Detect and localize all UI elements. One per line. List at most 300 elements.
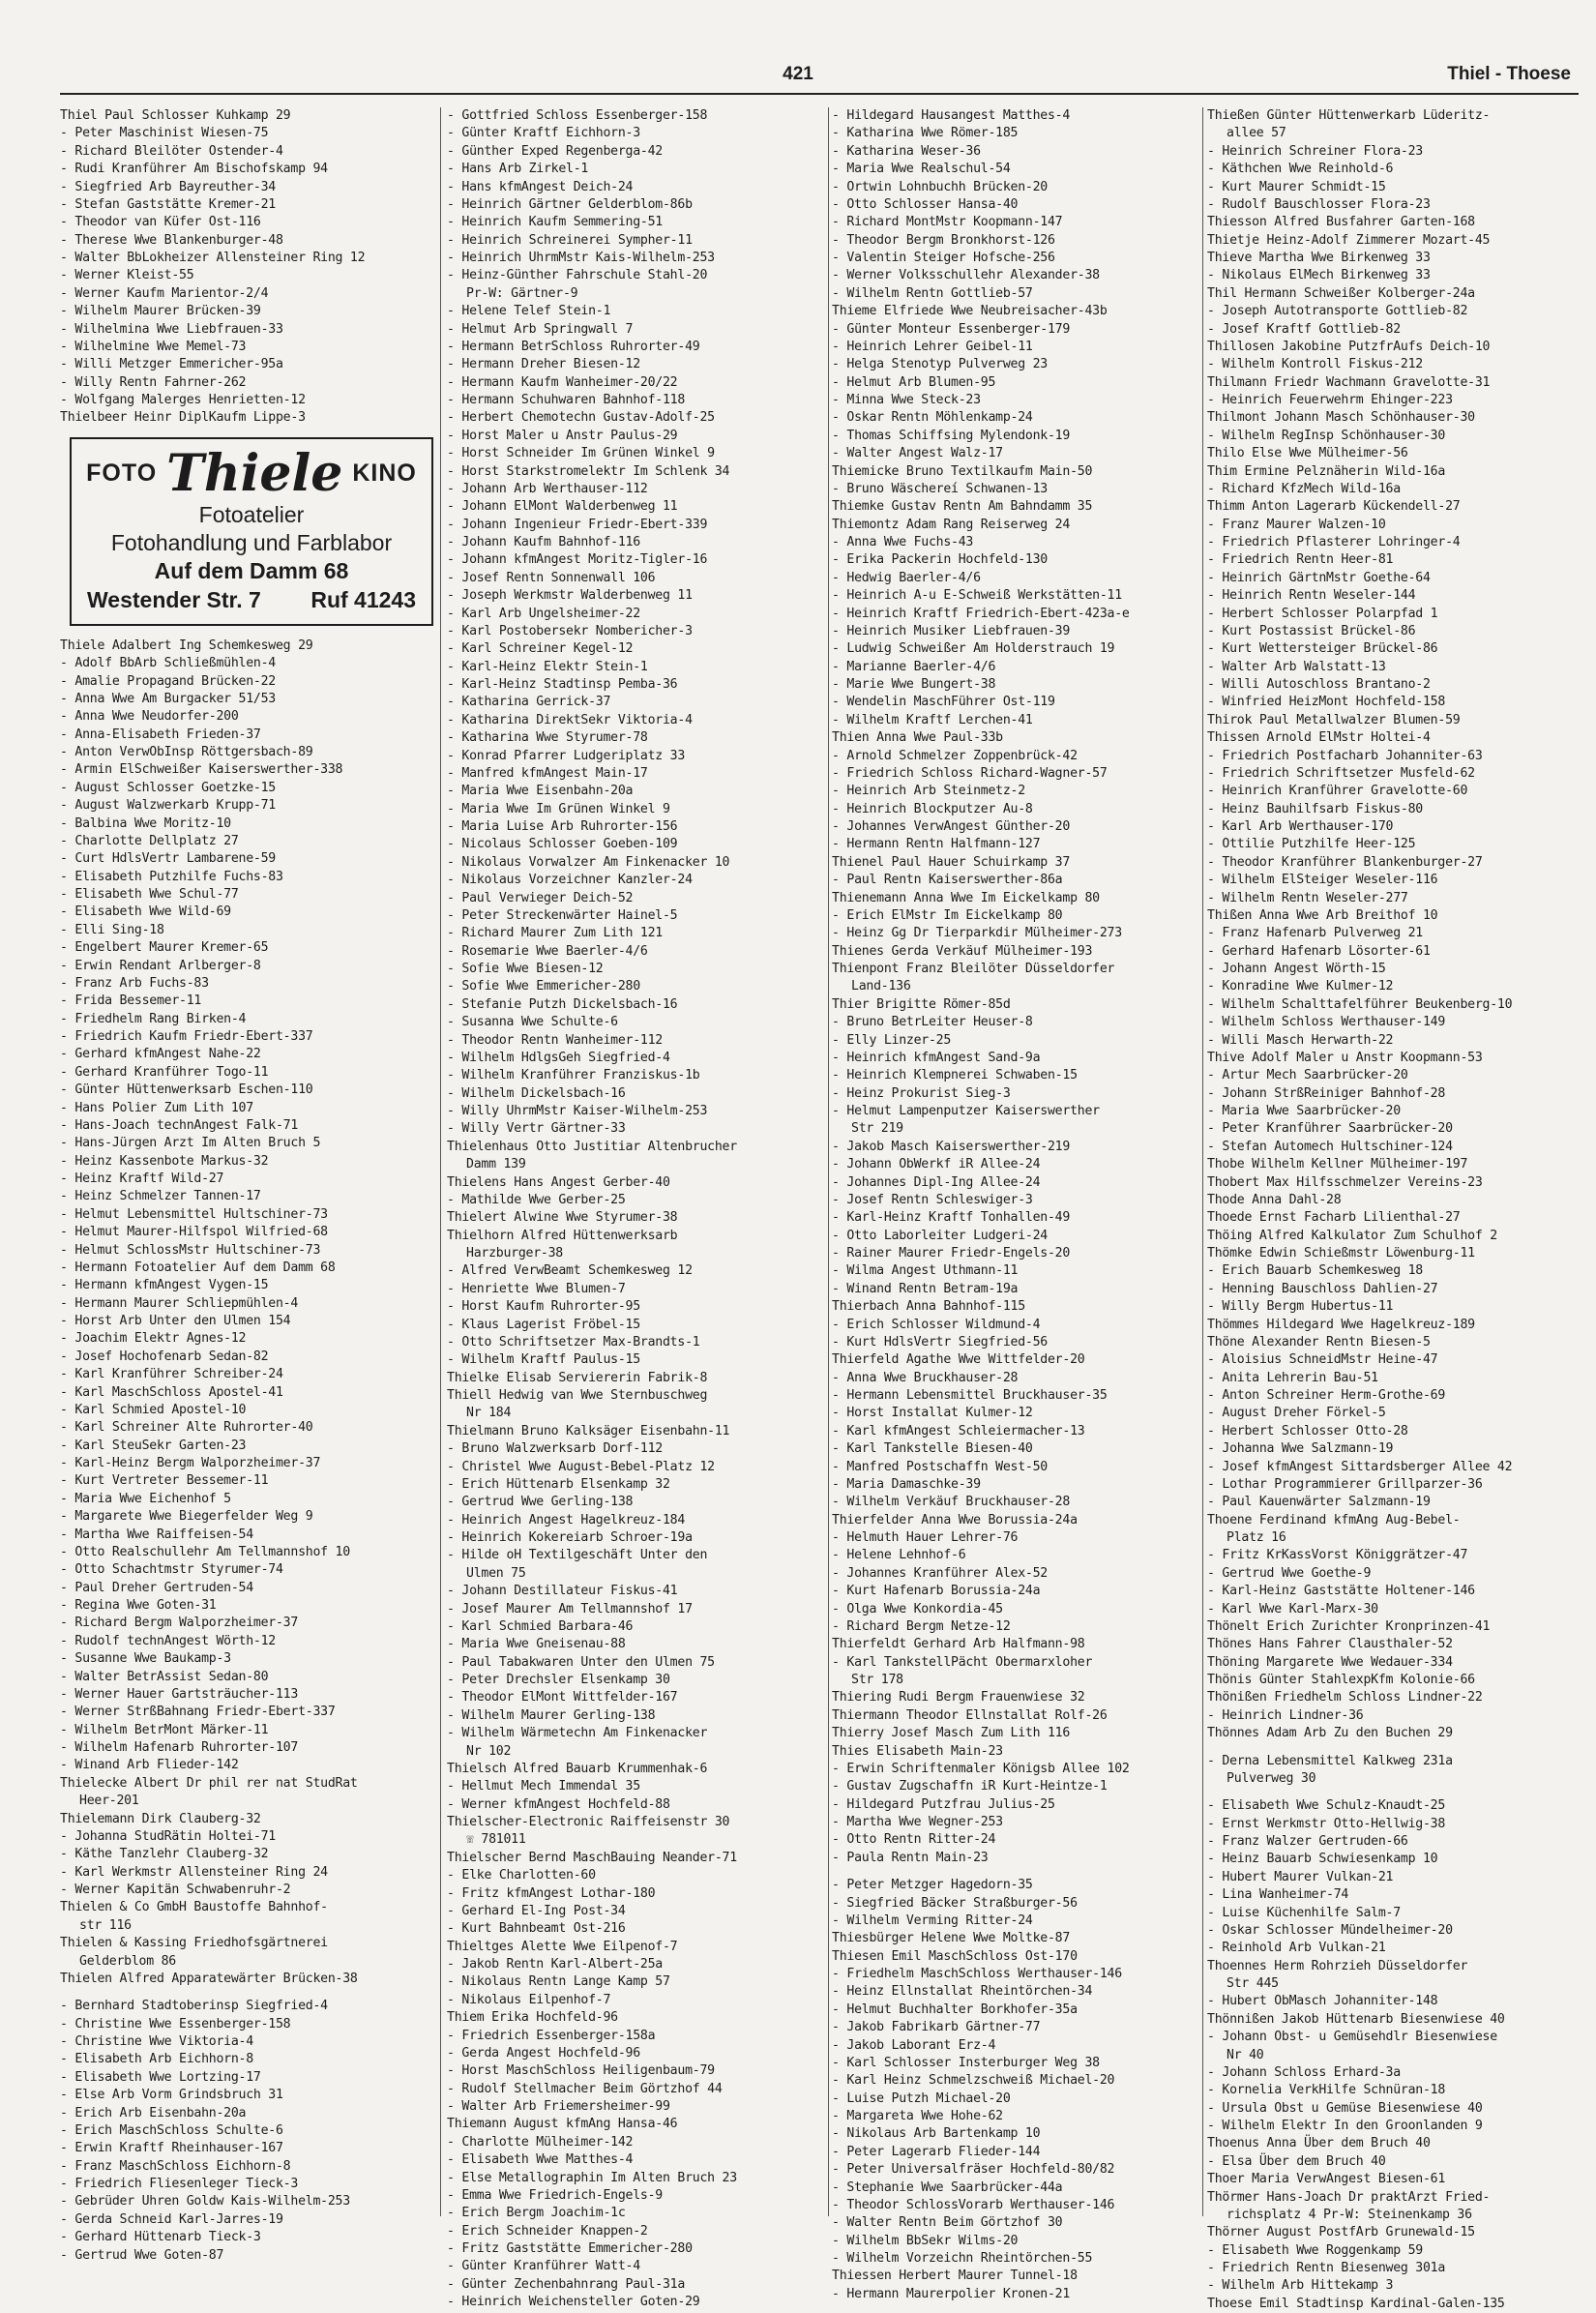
- directory-entry: - Käthchen Wwe Reinhold-6: [1207, 162, 1394, 177]
- directory-entry: Thierfeldt Gerhard Arb Halfmann-98: [832, 1637, 1085, 1652]
- directory-entry: Str 445: [1227, 1976, 1279, 1991]
- directory-entry: Thörner August PostfArb Grunewald-15: [1207, 2225, 1475, 2240]
- directory-entry: - August Schlosser Goetzke-15: [60, 780, 276, 795]
- directory-entry: - Maria Wwe Gneisenau-88: [447, 1637, 626, 1652]
- directory-entry: Thierry Josef Masch Zum Lith 116: [832, 1726, 1071, 1741]
- directory-entry: - Gustav Zugschaffn iR Kurt-Heintze-1: [832, 1779, 1108, 1794]
- directory-entry: - Konrad Pfarrer Ludgeriplatz 33: [447, 748, 686, 763]
- directory-entry: - Stephanie Wwe Saarbrücker-44a: [832, 2180, 1063, 2195]
- spacer: [832, 1867, 1209, 1877]
- directory-entry: - Wilhelm Verming Ritter-24: [832, 1913, 1033, 1928]
- spacer: [60, 1988, 437, 1998]
- directory-entry: - Hilde oH Textilgeschäft Unter den: [447, 1548, 708, 1563]
- directory-entry: - Wilhelm HdlgsGeh Siegfried-4: [447, 1050, 670, 1065]
- directory-entry: - Erich Schlosser Wildmund-4: [832, 1317, 1041, 1332]
- directory-entry: - Anna-Elisabeth Frieden-37: [60, 727, 261, 742]
- directory-entry: - Horst Schneider Im Grünen Winkel 9: [447, 446, 715, 461]
- directory-entry: - Günter Monteur Essenberger-179: [832, 321, 1071, 337]
- directory-entry: allee 57: [1227, 126, 1286, 141]
- directory-entry: - Heinz Bauhilfsarb Fiskus-80: [1207, 801, 1423, 816]
- directory-entry: - Otto Rentn Ritter-24: [832, 1832, 996, 1848]
- directory-entry: Gelderblom 86: [79, 1953, 176, 1969]
- directory-entry: Thil Hermann Schweißer Kolberger-24a: [1207, 285, 1475, 301]
- directory-entry: - Friedrich Pflasterer Lohringer-4: [1207, 535, 1461, 549]
- directory-entry: Thißen Anna Wwe Arb Breithof 10: [1207, 907, 1438, 923]
- directory-entry: - Maria Wwe Im Grünen Winkel 9: [447, 801, 670, 816]
- directory-entry: - Johann ElMont Walderbenweg 11: [447, 499, 678, 515]
- directory-entry: - Winand Arb Flieder-142: [60, 1758, 239, 1773]
- directory-entry: - Wilhelmine Wwe Memel-73: [60, 339, 247, 354]
- directory-entry: - Willi Metzger Emmericher-95a: [60, 357, 283, 372]
- directory-entry: - Joachim Elektr Agnes-12: [60, 1331, 247, 1347]
- directory-entry: - Susanne Wwe Baukamp-3: [60, 1651, 231, 1667]
- directory-entry: - Paula Rentn Main-23: [832, 1850, 989, 1865]
- directory-entry: - Werner kfmAngest Hochfeld-88: [447, 1796, 670, 1812]
- directory-entry: Str 219: [851, 1121, 903, 1137]
- directory-entry: Thielsch Alfred Bauarb Krummenhak-6: [447, 1761, 708, 1776]
- directory-entry: - Wendelin MaschFührer Ost-119: [832, 695, 1055, 710]
- directory-entry: - Wilhelm Vorzeichn Rheintörchen-55: [832, 2251, 1093, 2266]
- directory-entry: - Anton Schreiner Herm-Grothe-69: [1207, 1388, 1446, 1403]
- directory-entry: - Hedwig Baerler-4/6: [832, 570, 981, 585]
- directory-entry: - Wilhelm RegInsp Schönhauser-30: [1207, 428, 1446, 443]
- directory-entry: - Nikolaus Arb Bartenkamp 10: [832, 2126, 1041, 2142]
- directory-entry: - Karl Kranführer Schreiber-24: [60, 1367, 283, 1382]
- directory-entry: Thöne Alexander Rentn Biesen-5: [1207, 1334, 1431, 1349]
- directory-entry: - Hermann Maurerpolier Kronen-21: [832, 2286, 1071, 2301]
- directory-entry: - Heinz Kassenbote Markus-32: [60, 1153, 269, 1169]
- directory-entry: - Erwin Kraftf Rheinhauser-167: [60, 2141, 283, 2156]
- directory-entry: - Hermann Maurer Schliepmühlen-4: [60, 1295, 299, 1311]
- directory-entry: - Erwin Rendant Arlberger-8: [60, 958, 261, 973]
- directory-entry: - Heinrich Schreiner Flora-23: [1207, 143, 1423, 159]
- directory-entry: str 116: [79, 1917, 132, 1933]
- directory-entry: - Horst Arb Unter den Ulmen 154: [60, 1314, 291, 1328]
- directory-entry: - Theodor ElMont Wittfelder-167: [447, 1690, 678, 1705]
- directory-entry: - Friedrich Schriftsetzer Musfeld-62: [1207, 765, 1475, 781]
- directory-entry: Thimm Anton Lagerarb Kückendell-27: [1207, 499, 1461, 515]
- directory-entry: - Helmut SchlossMstr Hultschiner-73: [60, 1242, 321, 1258]
- directory-entry: - Katharina Wwe Römer-185: [832, 126, 1019, 141]
- directory-entry: - Erwin Schriftenmaler Königsb Allee 102: [832, 1761, 1130, 1776]
- directory-entry: - Richard Bergm Netze-12: [832, 1618, 1011, 1634]
- directory-entry: Pulverweg 30: [1227, 1770, 1316, 1786]
- ad-kino-word: KINO: [352, 460, 417, 488]
- directory-entry: - Rosemarie Wwe Baerler-4/6: [447, 943, 648, 959]
- directory-entry: - Friedrich Essenberger-158a: [447, 2028, 656, 2043]
- directory-entry: Thörmer Hans-Joach Dr praktArzt Fried-: [1207, 2189, 1491, 2205]
- directory-entry: Thielert Alwine Wwe Styrumer-38: [447, 1210, 678, 1226]
- directory-entry: - Marianne Baerler-4/6: [832, 659, 996, 674]
- directory-entry: - Werner Kleist-55: [60, 268, 194, 283]
- directory-entry: - Thomas Schiffsing Mylendonk-19: [832, 428, 1071, 443]
- directory-entry: - Wilhelm Schalttafelführer Beukenberg-10: [1207, 996, 1513, 1012]
- directory-entry: Thienpont Franz Bleilöter Düsseldorfer: [832, 962, 1115, 976]
- directory-entry: - Willi Autoschloss Brantano-2: [1207, 677, 1431, 692]
- directory-entry: Thiemicke Bruno Textilkaufm Main-50: [832, 463, 1093, 479]
- directory-entry: - Erich Schneider Knappen-2: [447, 2223, 648, 2239]
- directory-entry: - Ernst Werkmstr Otto-Hellwig-38: [1207, 1816, 1446, 1831]
- ad-brand-logo: Thiele: [166, 443, 343, 503]
- directory-entry: Thienemann Anna Wwe Im Eickelkamp 80: [832, 890, 1100, 905]
- directory-entry: Thielen Alfred Apparatewärter Brücken-38: [60, 1971, 358, 1986]
- directory-entry: - Peter Streckenwärter Hainel-5: [447, 907, 678, 923]
- directory-entry: - Karl Arb Ungelsheimer-22: [447, 606, 640, 621]
- directory-entry: - Maria Damaschke-39: [832, 1476, 981, 1492]
- directory-entry: - Hermann Dreher Biesen-12: [447, 357, 640, 372]
- directory-entry: - Derna Lebensmittel Kalkweg 231a: [1207, 1753, 1453, 1768]
- directory-entry: - Heinz Schmelzer Tannen-17: [60, 1189, 261, 1204]
- directory-entry: - Friedrich Fliesenleger Tieck-3: [60, 2177, 299, 2191]
- directory-entry: - Paul Verwieger Deich-52: [447, 890, 634, 905]
- directory-entry: - Otto Schachtmstr Styrumer-74: [60, 1562, 283, 1578]
- directory-entry: - Johannes VerwAngest Günther-20: [832, 819, 1071, 834]
- directory-entry: - Wilhelm Kranführer Franziskus-1b: [447, 1068, 700, 1083]
- directory-entry: - Konradine Wwe Kulmer-12: [1207, 979, 1394, 994]
- directory-entry: - Gerhard Hafenarb Lösorter-61: [1207, 943, 1431, 959]
- directory-entry: - Anita Lehrerin Bau-51: [1207, 1370, 1378, 1385]
- directory-entry: - Hermann Schuhwaren Bahnhof-118: [447, 393, 686, 407]
- directory-entry: Thobe Wilhelm Kellner Mülheimer-197: [1207, 1157, 1468, 1172]
- directory-entry: - Balbina Wwe Moritz-10: [60, 815, 231, 831]
- directory-entry: - Luise Putzh Michael-20: [832, 2091, 1011, 2106]
- directory-entry: - Karl Schmied Barbara-46: [447, 1618, 634, 1634]
- directory-entry: Thielke Elisab Serviererin Fabrik-8: [447, 1370, 708, 1385]
- directory-entry: - Willy Bergm Hubertus-11: [1207, 1299, 1394, 1315]
- directory-entry: - Susanna Wwe Schulte-6: [447, 1015, 618, 1030]
- directory-entry: - Richard Maurer Zum Lith 121: [447, 926, 663, 941]
- spacer: [1207, 1788, 1584, 1797]
- directory-entry: - Franz Walzer Gertruden-66: [1207, 1834, 1408, 1849]
- directory-entry: - Helmut Lampenputzer Kaiserswerther: [832, 1104, 1100, 1118]
- directory-entry: Thierbach Anna Bahnhof-115: [832, 1299, 1025, 1315]
- directory-entry: - Kurt Bahnbeamt Ost-216: [447, 1921, 626, 1937]
- directory-entry: Thieme Elfriede Wwe Neubreisacher-43b: [832, 304, 1108, 319]
- directory-entry: - Gebrüder Uhren Goldw Kais-Wilhelm-253: [60, 2194, 350, 2209]
- directory-entry: - Wilhelm Kontroll Fiskus-212: [1207, 357, 1423, 372]
- directory-entry: - Friedrich Rentn Biesenweg 301a: [1207, 2261, 1446, 2275]
- directory-entry: - Paul Rentn Kaiserswerther-86a: [832, 873, 1063, 888]
- directory-entry: - Margarete Wwe Biegerfelder Weg 9: [60, 1509, 313, 1525]
- directory-entry: - Johann StrßReiniger Bahnhof-28: [1207, 1085, 1446, 1101]
- directory-entry: - Franz Arb Fuchs-83: [60, 975, 209, 991]
- directory-entry: - Heinz Ellnstallat Rheintörchen-34: [832, 1984, 1093, 2000]
- directory-entry: - Heinrich Kokereiarb Schroer-19a: [447, 1530, 693, 1545]
- directory-entry: - Katharina Gerrick-37: [447, 695, 611, 710]
- directory-entry: - Winand Rentn Betram-19a: [832, 1281, 1019, 1296]
- directory-entry: Thiering Rudi Bergm Frauenwiese 32: [832, 1690, 1085, 1705]
- directory-entry: - Hellmut Mech Immendal 35: [447, 1779, 640, 1794]
- directory-entry: - Heinrich Kaufm Semmering-51: [447, 215, 663, 230]
- directory-entry: - Helmut Buchhalter Borkhofer-35a: [832, 2002, 1078, 2017]
- directory-entry: - Wilhelm Elektr In den Groonlanden 9: [1207, 2119, 1483, 2133]
- directory-entry: - Wilhelm Schloss Werthauser-149: [1207, 1015, 1446, 1030]
- directory-entry: - Richard Bergm Walporzheimer-37: [60, 1616, 299, 1631]
- directory-entry: Str 178: [851, 1673, 903, 1687]
- directory-entry: - Lothar Programmierer Grillparzer-36: [1207, 1476, 1483, 1492]
- directory-entry: - Manfred kfmAngest Main-17: [447, 765, 648, 781]
- directory-entry: - Gerda Schneid Karl-Jarres-19: [60, 2211, 283, 2227]
- directory-entry: - Paul Kauenwärter Salzmann-19: [1207, 1495, 1431, 1510]
- directory-entry: - Karl-Heinz Bergm Walporzheimer-37: [60, 1456, 321, 1470]
- directory-entry: - Herbert Schlosser Otto-28: [1207, 1423, 1408, 1438]
- directory-entry: - Theodor Kranführer Blankenburger-27: [1207, 854, 1483, 870]
- directory-entry: - Erich Arb Eisenbahn-20a: [60, 2105, 247, 2120]
- directory-entry: Damm 139: [466, 1157, 526, 1172]
- directory-entry: - Peter Kranführer Saarbrücker-20: [1207, 1121, 1453, 1137]
- directory-entry: - Wilhelm BbSekr Wilms-20: [832, 2233, 1019, 2248]
- directory-entry: Thillosen Jakobine PutzfrAufs Deich-10: [1207, 339, 1491, 354]
- directory-entry: - Karl Schmied Apostel-10: [60, 1402, 247, 1417]
- directory-entry: Pr-W: Gärtner-9: [466, 285, 578, 301]
- directory-entry: - Friedrich Postfacharb Johanniter-63: [1207, 748, 1483, 763]
- directory-entry: - Stefan Gaststätte Kremer-21: [60, 196, 276, 212]
- directory-entry: Thömke Edwin Schießmstr Löwenburg-11: [1207, 1246, 1475, 1260]
- directory-entry: - Franz Hafenarb Pulverweg 21: [1207, 926, 1423, 941]
- directory-entry: - Horst Maler u Anstr Paulus-29: [447, 428, 678, 443]
- directory-entry: - Alfred VerwBeamt Schemkesweg 12: [447, 1263, 693, 1279]
- directory-entry: Thönis Günter StahlexpKfm Kolonie-66: [1207, 1673, 1475, 1687]
- directory-entry: - Otto Schlosser Hansa-40: [832, 196, 1019, 212]
- directory-entry: - Wilhelm Maurer Brücken-39: [60, 304, 261, 319]
- directory-entry: Thielemann Dirk Clauberg-32: [60, 1811, 261, 1826]
- directory-entry: - Elisabeth Wwe Wild-69: [60, 904, 231, 920]
- directory-entry: Thönelt Erich Zurichter Kronprinzen-41: [1207, 1618, 1491, 1634]
- running-head: Thiel - Thoese: [1447, 64, 1571, 84]
- directory-entry: - Heinrich Feuerwehrm Ehinger-223: [1207, 393, 1453, 407]
- directory-entry: Thienel Paul Hauer Schuirkamp 37: [832, 854, 1071, 870]
- directory-entry: - Stefan Automech Hultschiner-124: [1207, 1139, 1453, 1154]
- directory-entry: Heer-201: [79, 1794, 139, 1809]
- directory-entry: - Hubert Maurer Vulkan-21: [1207, 1869, 1394, 1884]
- directory-entry: Thoennes Herm Rohrzieh Düsseldorfer: [1207, 1958, 1468, 1973]
- directory-entry: Thieve Martha Wwe Birkenweg 33: [1207, 251, 1431, 265]
- directory-entry: - Josef Rentn Sonnenwall 106: [447, 570, 656, 585]
- directory-entry: - Walter Arb Walstatt-13: [1207, 659, 1386, 674]
- directory-entry: Thim Ermine Pelznäherin Wild-16a: [1207, 463, 1446, 479]
- directory-entry: - Ortwin Lohnbuchh Brücken-20: [832, 179, 1048, 194]
- directory-entry: - Bruno BetrLeiter Heuser-8: [832, 1015, 1033, 1030]
- directory-entry: - Werner Volksschullehr Alexander-38: [832, 268, 1100, 283]
- directory-entry: - Adolf BbArb Schließmühlen-4: [60, 656, 276, 671]
- directory-entry: Thiele Adalbert Ing Schemkesweg 29: [60, 638, 313, 653]
- directory-entry: - Lina Wanheimer-74: [1207, 1887, 1349, 1903]
- directory-entry: - Karl-Heinz Elektr Stein-1: [447, 659, 648, 674]
- directory-entry: Thobert Max Hilfsschmelzer Vereins-23: [1207, 1174, 1483, 1190]
- directory-entry: - Wilhelm ElSteiger Weseler-116: [1207, 873, 1438, 888]
- directory-entry: - Erich ElMstr Im Eickelkamp 80: [832, 907, 1063, 923]
- directory-entry: - Hermann Fotoatelier Auf dem Damm 68: [60, 1260, 336, 1275]
- directory-entry: - Henning Bauschloss Dahlien-27: [1207, 1281, 1438, 1296]
- directory-entry: - Johanna Wwe Salzmann-19: [1207, 1441, 1394, 1457]
- directory-entry: - Günther Exped Regenberga-42: [447, 143, 663, 159]
- directory-entry: - Richard Bleilöter Ostender-4: [60, 143, 283, 159]
- directory-entry: - Amalie Propagand Brücken-22: [60, 673, 276, 689]
- directory-entry: - Josef Hochofenarb Sedan-82: [60, 1349, 269, 1364]
- directory-entry: - Maria Wwe Saarbrücker-20: [1207, 1104, 1401, 1118]
- directory-entry: - Johannes Dipl-Ing Allee-24: [832, 1174, 1041, 1190]
- directory-entry: - Helmut Arb Springwall 7: [447, 321, 634, 337]
- directory-entry: - Elisabeth Wwe Matthes-4: [447, 2152, 634, 2168]
- directory-entry: Thiemontz Adam Rang Reiserweg 24: [832, 517, 1071, 532]
- directory-entry: Thiermann Theodor Ellnstallat Rolf-26: [832, 1707, 1108, 1723]
- column-4: [1207, 107, 1584, 2311]
- directory-entry: - Oskar Rentn Möhlenkamp-24: [832, 410, 1033, 426]
- directory-entry: - Heinz Bauarb Schwiesenkamp 10: [1207, 1852, 1438, 1867]
- directory-entry: - Heinz Gg Dr Tierparkdir Mülheimer-273: [832, 926, 1122, 941]
- directory-entry: - Maria Wwe Eisenbahn-20a: [447, 784, 634, 799]
- directory-entry: - Charlotte Dellplatz 27: [60, 833, 239, 848]
- directory-entry: - Hans kfmAngest Deich-24: [447, 179, 634, 194]
- directory-entry: - Martha Wwe Raiffeisen-54: [60, 1527, 253, 1542]
- directory-entry: - Johanna StudRätin Holtei-71: [60, 1828, 276, 1844]
- directory-entry: - Karl SteuSekr Garten-23: [60, 1438, 247, 1453]
- directory-entry: - Maria Wwe Eichenhof 5: [60, 1491, 231, 1506]
- directory-entry: - Hermann Rentn Halfmann-127: [832, 837, 1041, 852]
- ad-foto-word: FOTO: [86, 460, 158, 488]
- directory-entry: - Otto Schriftsetzer Max-Brandts-1: [447, 1334, 700, 1349]
- ad-address: Westender Str. 7: [87, 586, 261, 612]
- directory-entry: - Friedrich Rentn Heer-81: [1207, 552, 1394, 568]
- directory-entry: - Gertrud Wwe Gerling-138: [447, 1495, 634, 1510]
- directory-entry: - Sofie Wwe Biesen-12: [447, 962, 604, 976]
- directory-entry: - Hans-Joach technAngest Falk-71: [60, 1117, 299, 1133]
- directory-entry: - Joseph Autotransporte Gottlieb-82: [1207, 304, 1468, 319]
- directory-entry: - Nicolaus Schlosser Goeben-109: [447, 837, 678, 852]
- directory-entry: - Werner Hauer Gartsträucher-113: [60, 1686, 299, 1702]
- directory-entry: - Wolfgang Malerges Henrietten-12: [60, 393, 306, 407]
- directory-entry: Thietje Heinz-Adolf Zimmerer Mozart-45: [1207, 232, 1491, 248]
- directory-entry: Ulmen 75: [466, 1565, 526, 1581]
- directory-entry: Thiel Paul Schlosser Kuhkamp 29: [60, 108, 291, 123]
- directory-entry: Thielens Hans Angest Gerber-40: [447, 1174, 670, 1190]
- ad-phone: Ruf 41243: [310, 586, 416, 612]
- directory-entry: - Elisabeth Wwe Lortzing-17: [60, 2069, 261, 2085]
- directory-entry: - Karl MaschSchloss Apostel-41: [60, 1384, 283, 1400]
- directory-entry: Thömmes Hildegard Wwe Hagelkreuz-189: [1207, 1317, 1475, 1332]
- directory-entry: - Gerhard Kranführer Togo-11: [60, 1064, 269, 1080]
- directory-entry: - Hans-Jürgen Arzt Im Alten Bruch 5: [60, 1136, 321, 1151]
- directory-entry: - Siegfried Arb Bayreuther-34: [60, 179, 276, 194]
- directory-entry: Platz 16: [1227, 1530, 1286, 1545]
- directory-entry: Thielscher-Electronic Raiffeisenstr 30: [447, 1815, 730, 1829]
- directory-entry: - Friedhelm Rang Birken-4: [60, 1011, 247, 1026]
- directory-entry: - Wilhelm Verkäuf Bruckhauser-28: [832, 1495, 1071, 1510]
- directory-entry: Nr 102: [466, 1743, 512, 1759]
- directory-entry: - Anna Wwe Am Burgacker 51/53: [60, 691, 276, 706]
- directory-entry: - Richard MontMstr Koopmann-147: [832, 215, 1063, 230]
- directory-entry: Thierfelder Anna Wwe Borussia-24a: [832, 1512, 1078, 1527]
- directory-entry: - Heinrich Lindner-36: [1207, 1707, 1364, 1723]
- directory-entry: - Nikolaus ElMech Birkenweg 33: [1207, 268, 1431, 283]
- directory-entry: - Karl Postobersekr Nombericher-3: [447, 623, 693, 638]
- directory-entry: - Heinrich Arb Steinmetz-2: [832, 784, 1025, 799]
- directory-entry: - Kurt Maurer Schmidt-15: [1207, 179, 1386, 194]
- directory-entry: Thienes Gerda Verkäuf Mülheimer-193: [832, 943, 1093, 959]
- directory-entry: - Margareta Wwe Hohe-62: [832, 2109, 1003, 2123]
- directory-entry: - Johann kfmAngest Moritz-Tigler-16: [447, 552, 708, 568]
- directory-entry: Thoese Emil Stadtinsp Kardinal-Galen-135: [1207, 2296, 1505, 2311]
- header-rule: [60, 93, 1579, 95]
- directory-entry: Harzburger-38: [466, 1246, 563, 1260]
- directory-entry: Thielbeer Heinr DiplKaufm Lippe-3: [60, 410, 306, 426]
- directory-entry: - Günter Kraftf Eichhorn-3: [447, 126, 640, 141]
- directory-entry: - Heinrich Angest Hagelkreuz-184: [447, 1512, 686, 1527]
- directory-entry: - Fritz kfmAngest Lothar-180: [447, 1885, 656, 1901]
- directory-entry: Thielen & Kassing Friedhofsgärtnerei: [60, 1936, 328, 1951]
- directory-entry: - Stefanie Putzh Dickelsbach-16: [447, 996, 678, 1012]
- directory-entry: - Elisabeth Putzhilfe Fuchs-83: [60, 869, 283, 884]
- directory-entry: - Josef Maurer Am Tellmannshof 17: [447, 1601, 693, 1616]
- directory-entry: - Wilhelmina Wwe Liebfrauen-33: [60, 321, 283, 337]
- directory-entry: - Horst MaschSchloss Heiligenbaum-79: [447, 2063, 715, 2079]
- directory-entry: - Willy Rentn Fahrner-262: [60, 374, 247, 390]
- directory-entry: - Karl-Heinz Kraftf Tonhallen-49: [832, 1210, 1071, 1226]
- directory-entry: - Günter Hüttenwerksarb Eschen-110: [60, 1082, 313, 1098]
- directory-entry: Thöing Alfred Kalkulator Zum Schulhof 2: [1207, 1228, 1497, 1243]
- ad-line-1: Fotoatelier: [198, 501, 305, 527]
- directory-entry: Thoede Ernst Facharb Lilienthal-27: [1207, 1210, 1461, 1226]
- directory-entry: - Elli Sing-18: [60, 922, 164, 937]
- directory-entry: Thilo Else Wwe Mülheimer-56: [1207, 446, 1408, 461]
- directory-entry: - Walter BbLokheizer Allensteiner Ring 12: [60, 251, 366, 265]
- column-1: [60, 107, 437, 2263]
- directory-entry: - Josef kfmAngest Sittardsberger Allee 42: [1207, 1459, 1513, 1474]
- directory-entry: richsplatz 4 Pr-W: Steinenkamp 36: [1227, 2207, 1472, 2222]
- directory-entry: - Theodor van Küfer Ost-116: [60, 215, 261, 230]
- directory-entry: Thielscher Bernd MaschBauing Neander-71: [447, 1850, 737, 1865]
- directory-entry: - Ludwig Schweißer Am Holderstrauch 19: [832, 641, 1115, 657]
- directory-entry: - Fritz Gaststätte Emmericher-280: [447, 2241, 693, 2256]
- directory-entry: - Karl Schlosser Insterburger Weg 38: [832, 2055, 1100, 2070]
- directory-entry: - Theodor Rentn Wanheimer-112: [447, 1032, 663, 1048]
- page-number: 421: [783, 64, 813, 84]
- directory-entry: - Bruno Walzwerksarb Dorf-112: [447, 1441, 663, 1457]
- directory-entry: - Kurt Postassist Brückel-86: [1207, 623, 1416, 638]
- directory-entry: - Heinrich Gärtner Gelderblom-86b: [447, 196, 693, 212]
- directory-entry: - Walter Angest Walz-17: [832, 446, 1003, 461]
- directory-entry: - Hermann BetrSchloss Ruhrorter-49: [447, 339, 700, 354]
- directory-entry: - Theodor Bergm Bronkhorst-126: [832, 232, 1055, 248]
- directory-entry: - Wilhelm Rentn Gottlieb-57: [832, 285, 1033, 301]
- directory-entry: - Hans Arb Zirkel-1: [447, 162, 589, 177]
- directory-entry: - Peter Universalfräser Hochfeld-80/82: [832, 2162, 1115, 2178]
- directory-entry: - Johannes Kranführer Alex-52: [832, 1565, 1048, 1581]
- directory-entry: - Olga Wwe Konkordia-45: [832, 1601, 1003, 1616]
- directory-entry: Thielhorn Alfred Hüttenwerksarb: [447, 1228, 678, 1243]
- directory-entry: - Ursula Obst u Gemüse Biesenwiese 40: [1207, 2100, 1483, 2116]
- directory-entry: - Karl Schreiner Kegel-12: [447, 641, 634, 657]
- directory-entry: - Valentin Steiger Hofsche-256: [832, 251, 1055, 265]
- directory-entry: - Minna Wwe Steck-23: [832, 393, 981, 407]
- directory-entry: Thieltges Alette Wwe Eilpenof-7: [447, 1939, 678, 1954]
- directory-entry: - Curt HdlsVertr Lambarene-59: [60, 851, 276, 867]
- directory-entry: - Siegfried Bäcker Straßburger-56: [832, 1895, 1078, 1911]
- directory-entry: - Helmuth Hauer Lehrer-76: [832, 1530, 1019, 1545]
- spacer: [1207, 1743, 1584, 1753]
- directory-entry: - Peter Drechsler Elsenkamp 30: [447, 1673, 670, 1687]
- directory-entry: - Katharina Wwe Styrumer-78: [447, 730, 648, 746]
- directory-entry: - Kurt Hafenarb Borussia-24a: [832, 1584, 1041, 1599]
- directory-entry: - Werner Kapitän Schwabenruhr-2: [60, 1883, 291, 1897]
- directory-entry: ☏ 781011: [466, 1832, 526, 1848]
- directory-entry: Thoene Ferdinand kfmAng Aug-Bebel-: [1207, 1512, 1461, 1527]
- directory-entry: Thode Anna Dahl-28: [1207, 1192, 1342, 1207]
- directory-entry: - Heinz Prokurist Sieg-3: [832, 1085, 1011, 1101]
- advertisement-box: [70, 437, 433, 626]
- directory-entry: - Heinrich Musiker Liebfrauen-39: [832, 623, 1071, 638]
- directory-entry: - Rudolf Bauschlosser Flora-23: [1207, 196, 1431, 212]
